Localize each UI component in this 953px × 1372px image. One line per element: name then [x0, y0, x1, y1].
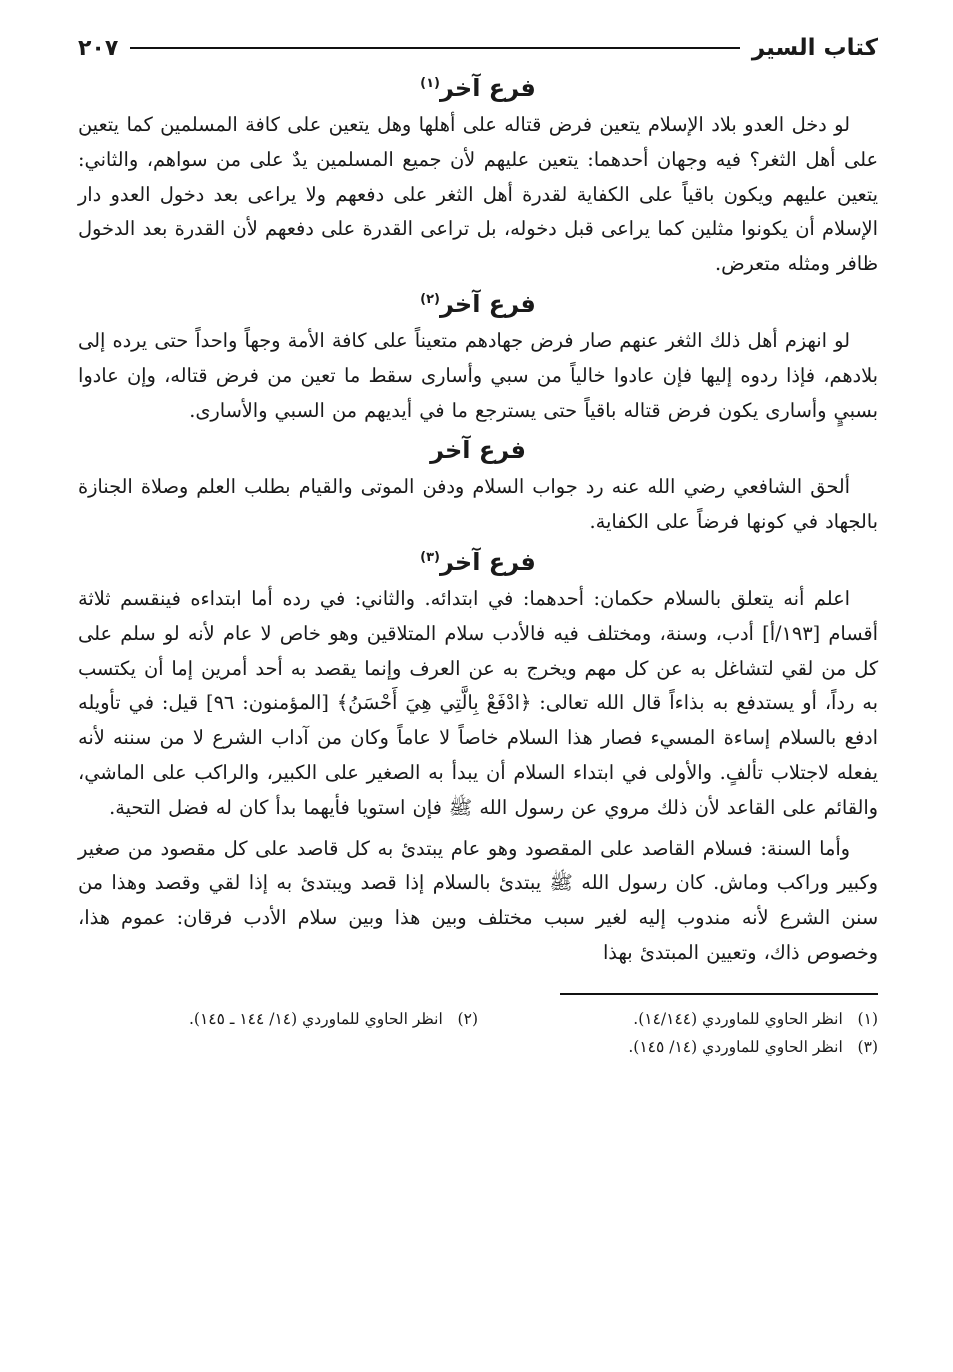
- book-title: كتاب السير: [751, 35, 878, 61]
- section-title: فرع آخر: [439, 547, 536, 576]
- section-heading: [78, 70, 878, 106]
- footnote-marker: (١): [857, 1009, 878, 1028]
- section-heading: [78, 432, 878, 468]
- paragraph: لو انهزم أهل ذلك الثغر عنهم صار فرض جهادهم متعيناً على كافة الأمة وجهاً واحداً حتى يرده إلى بلادهم، فإذا ردوه إليها فإن عادوا خالياً من سبي وأسارى سقط ما تعين من فرض قتاله، وإن عادوا بسبيٍ وأسارى يكون فرض قتاله باقياً حتى يسترجع ما في أيديهم من السبي والأسارى.: [78, 328, 878, 422]
- footnote-ref: (٢): [420, 291, 440, 307]
- paragraph: لو دخل العدو بلاد الإسلام يتعين فرض قتاله على أهلها وهل يتعين على كافة المسلمين كما يتعين على أهل الثغر؟ فيه وجهان أحدهما: يتعين عليهم لأن جميع المسلمين يدٌ على من سواهم، والثاني: يتعين عليهم ويكون باقياً على الكفاية لقدرة أهل الثغر على دفعهم ولا يراعى بعد دخول العدو دار الإسلام أن يكونوا مثلين كما يراعى قبل دخوله، بل تراعى القدرة على دفعهم لأن القدرة بعد الدخول ظافر ومثله متعرض.: [78, 113, 878, 276]
- section-title: فرع آخر: [430, 436, 526, 465]
- paragraph: وأما السنة: فسلام القاصد على المقصود وهو عام يبتدئ به كل قاصد على كل مقصود من صغير وكبير وراكب وماش. كان رسول الله ﷺ يبتدئ بالسلام إذا قصد ويبتدئ به إذا لقي وقصد وهذا من سنن الشرع لأنه مندوب إليه لغير سبب مختلف وبين هذا وبين سلام الأدب فرقان: عموم هذا، وخصوص ذاك، وتعيين المبتدئ بهذا: [78, 836, 878, 964]
- footnote: [478, 1033, 878, 1061]
- footnote-ref: (١): [420, 76, 440, 91]
- footnote: [478, 1005, 878, 1033]
- footnotes: [78, 1005, 878, 1061]
- paragraph: ألحق الشافعي رضي الله عنه رد جواب السلام ودفن الموتى والقيام بطلب العلم وصلاة الجنازة بالجهاد في كونها فرضاً على الكفاية.: [78, 475, 878, 534]
- section-heading: [78, 544, 878, 580]
- running-head: [78, 30, 878, 66]
- footnote-text: انظر الحاوي للماوردي (١٤/ ١٤٤ ـ ١٤٥).: [188, 1009, 443, 1028]
- footnote: [78, 1005, 478, 1033]
- section-heading: [78, 286, 878, 322]
- footnote-separator: [560, 993, 878, 995]
- footnote-ref: (٣): [420, 549, 440, 565]
- section-title: فرع آخر: [439, 74, 536, 102]
- page-number: ٢٠٧: [78, 35, 119, 61]
- section-title: فرع آخر: [439, 289, 536, 318]
- footnote-text: انظر الحاوي للماوردي (١٤/١٤٤).: [633, 1009, 843, 1028]
- footnote-marker: (٢): [457, 1009, 478, 1028]
- paragraph: اعلم أنه يتعلق بالسلام حكمان: أحدهما: في ابتدائه. والثاني: في رده أما ابتداءه فينقسم ثلاثة أقسام [١٩٣/أ] أدب، وسنة، ومختلف فيه فالأدب سلام المتلاقين وهو خاص لا عام لأنه لو سلم على كل من لقي لتشاغل به عن كل مهم ويخرج به عن العرف وإنما يقصد به أحد أمرين إما أن يكتسب به رداً، أو يستدفع به بذاءاً قال الله تعالى: ﴿ادْفَعْ بِالَّتِي هِيَ أَحْسَنُ﴾ [المؤمنون: ٩٦] قيل: في تأويله ادفع بالسلام إساءة المسيء فصار هذا السلام خاصاً لا عاماً وكان من آداب الشرع لا من سننه لأنه يفعله لاجتلاب تألفٍ. والأولى في ابتداء السلام أن يبدأ به الصغير على الكبير، والراكب على الماشي، والقائم على القاعد لأن ذلك مروي عن رسول الله ﷺ فإن استويا فأيهما بدأ كان له فضل التحية.: [78, 586, 878, 819]
- footnote-text: انظر الحاوي للماوردي (١٤/ ١٤٥).: [628, 1037, 843, 1056]
- book-page: [78, 30, 878, 1061]
- header-rule: [130, 47, 740, 49]
- footnote-marker: (٣): [857, 1037, 878, 1056]
